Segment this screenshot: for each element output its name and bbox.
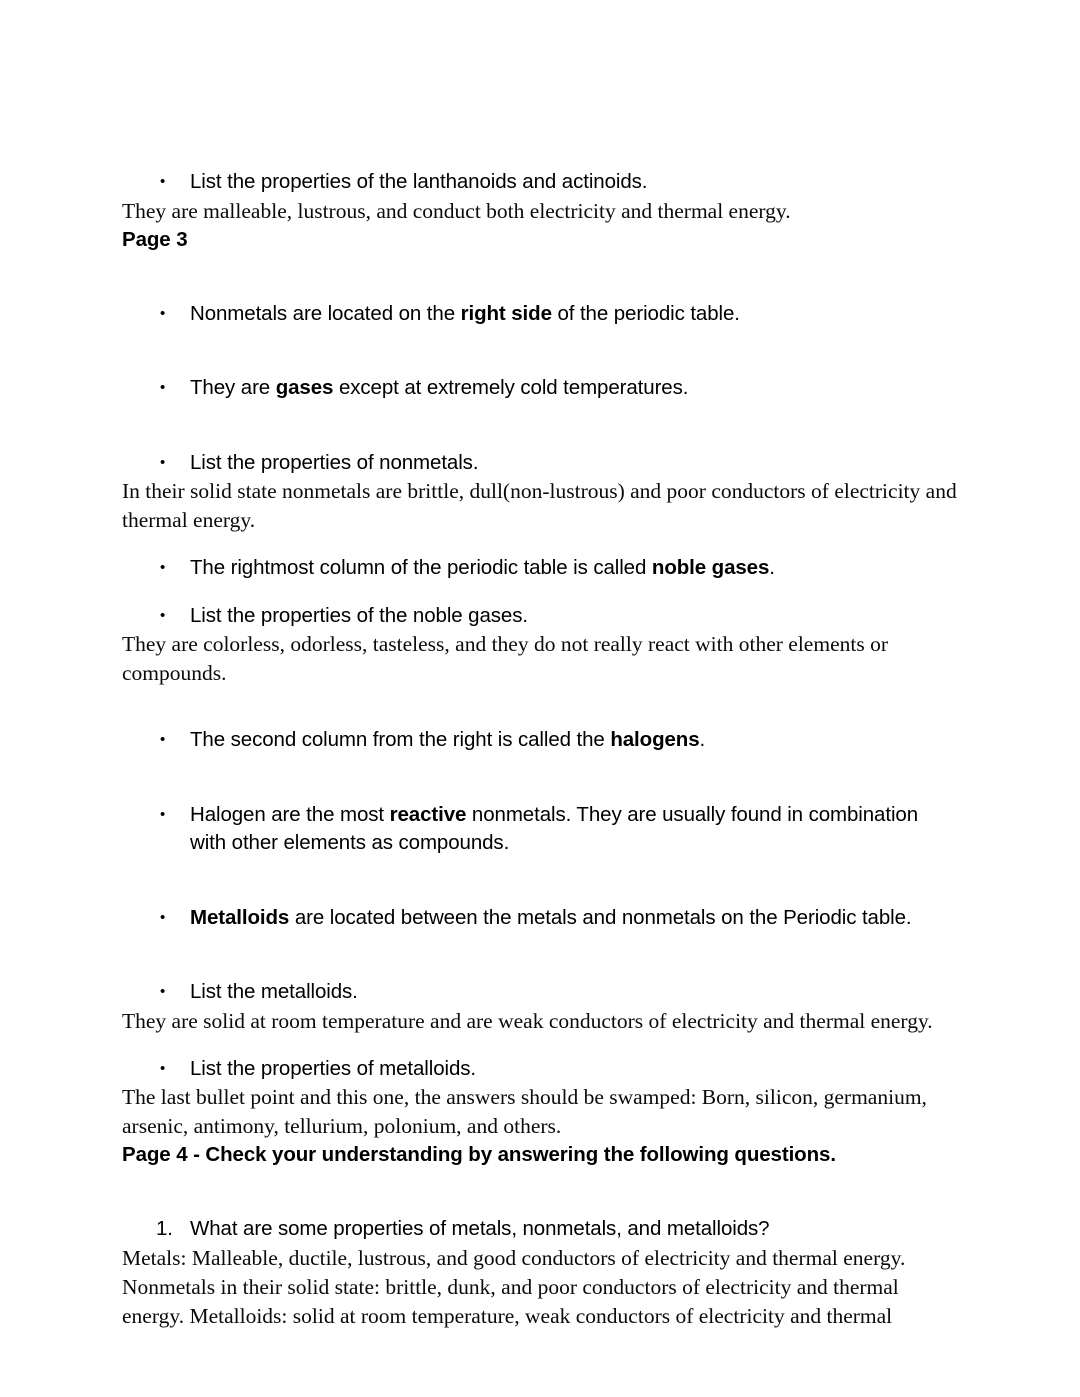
list-number-marker: 1. — [156, 1217, 173, 1240]
list-item-text — [190, 302, 740, 325]
spacer — [122, 583, 958, 602]
spacer — [122, 932, 958, 978]
list-item-text — [190, 1057, 476, 1080]
bullet-icon: • — [160, 304, 166, 322]
list-item — [122, 374, 958, 403]
answer-paragraph: The last bullet point and this one, the answers should be swamped: Born, silicon, germanium, arsenic, antimony, tellurium, polonium, and others. — [122, 1085, 927, 1138]
spacer — [122, 328, 958, 374]
text-run: List the properties of metalloids. — [190, 1056, 477, 1080]
page-label-heading: Page 4 - Check your understanding by answering the following questions. — [122, 1143, 836, 1166]
text-run-bold: right side — [460, 301, 552, 325]
list-item-text — [190, 980, 358, 1003]
text-run: List the properties of the noble gases. — [190, 603, 528, 627]
bullet-icon: • — [160, 453, 166, 471]
text-run-bold: halogens — [610, 728, 700, 751]
list-item-text — [190, 1217, 769, 1240]
list-item-text — [190, 803, 918, 855]
text-run: nonmetals. They are usually found in combination with other elements as compounds. — [190, 802, 919, 854]
list-item — [122, 726, 958, 755]
list-item-text — [190, 376, 688, 399]
text-run: . — [769, 556, 775, 579]
answer-paragraph: They are solid at room temperature and are weak conductors of electricity and thermal energy. — [122, 1008, 933, 1033]
spacer — [122, 1036, 958, 1055]
text-run: The second column from the right is called the — [190, 728, 611, 751]
text-run: are located between the metals and nonmetals on the Periodic table. — [289, 905, 912, 929]
answer-paragraph: They are malleable, lustrous, and conduct both electricity and thermal energy. — [122, 198, 791, 223]
list-item — [122, 602, 958, 631]
list-item — [122, 904, 958, 933]
list-item — [122, 168, 958, 197]
spacer — [122, 755, 958, 801]
text-run: List the properties of nonmetals. — [190, 450, 479, 474]
bullet-icon: • — [160, 908, 166, 926]
text-run: The rightmost column of the periodic table is called — [190, 556, 652, 579]
bullet-icon: • — [160, 731, 166, 748]
bullet-icon: • — [160, 173, 166, 190]
text-run-bold: Metalloids — [190, 905, 290, 929]
list-item — [122, 978, 958, 1007]
list-item — [122, 300, 958, 329]
spacer — [122, 403, 958, 449]
text-run-bold: gases — [275, 376, 334, 399]
list-item-text — [190, 728, 705, 751]
list-item-text — [190, 170, 647, 193]
bullet-icon: • — [160, 983, 166, 1000]
list-item — [122, 449, 958, 478]
text-run: List the metalloids. — [190, 980, 358, 1003]
list-item — [122, 1215, 958, 1244]
bullet-icon: • — [160, 805, 166, 823]
bullet-icon: • — [160, 606, 166, 624]
bullet-icon: • — [160, 559, 166, 576]
spacer — [122, 1169, 958, 1215]
text-run: of the periodic table. — [551, 301, 740, 325]
spacer — [122, 858, 958, 904]
document-body — [122, 168, 958, 1331]
spacer — [122, 535, 958, 554]
text-run-bold: noble gases — [651, 556, 770, 579]
list-item-text — [190, 604, 528, 627]
text-run: . — [699, 728, 706, 751]
page-label-heading: Page 3 — [122, 227, 188, 251]
text-run: Nonmetals are located on the — [190, 301, 461, 325]
text-run: List the properties of the lanthanoids and actinoids. — [190, 170, 648, 193]
list-item-text — [190, 451, 478, 474]
bullet-icon: • — [160, 379, 166, 396]
text-run: Halogen are the most — [190, 802, 390, 826]
text-run-bold: reactive — [389, 802, 467, 826]
answer-paragraph: They are colorless, odorless, tasteless, and they do not really react with other elements or compounds. — [122, 632, 888, 685]
answer-paragraph: Metals: Malleable, ductile, lustrous, and good conductors of electricity and thermal energy. Nonmetals in their solid state: brittle, dunk, and poor conductors of electricity and thermal energy. Metalloids: solid at room temperature, weak conductors of electricity and thermal — [122, 1245, 906, 1328]
list-item-text — [190, 556, 775, 579]
text-run: What are some properties of metals, nonmetals, and metalloids? — [190, 1217, 770, 1240]
spacer — [122, 688, 958, 726]
list-item — [122, 801, 958, 858]
spacer — [122, 254, 958, 300]
list-item-text — [190, 906, 912, 929]
answer-paragraph: In their solid state nonmetals are brittle, dull(non-lustrous) and poor conductors of electricity and thermal energy. — [122, 479, 957, 532]
list-item — [122, 1055, 958, 1084]
text-run: They are — [190, 376, 276, 399]
bullet-icon: • — [160, 1059, 166, 1077]
text-run: except at extremely cold temperatures. — [333, 376, 689, 399]
list-item — [122, 554, 958, 583]
